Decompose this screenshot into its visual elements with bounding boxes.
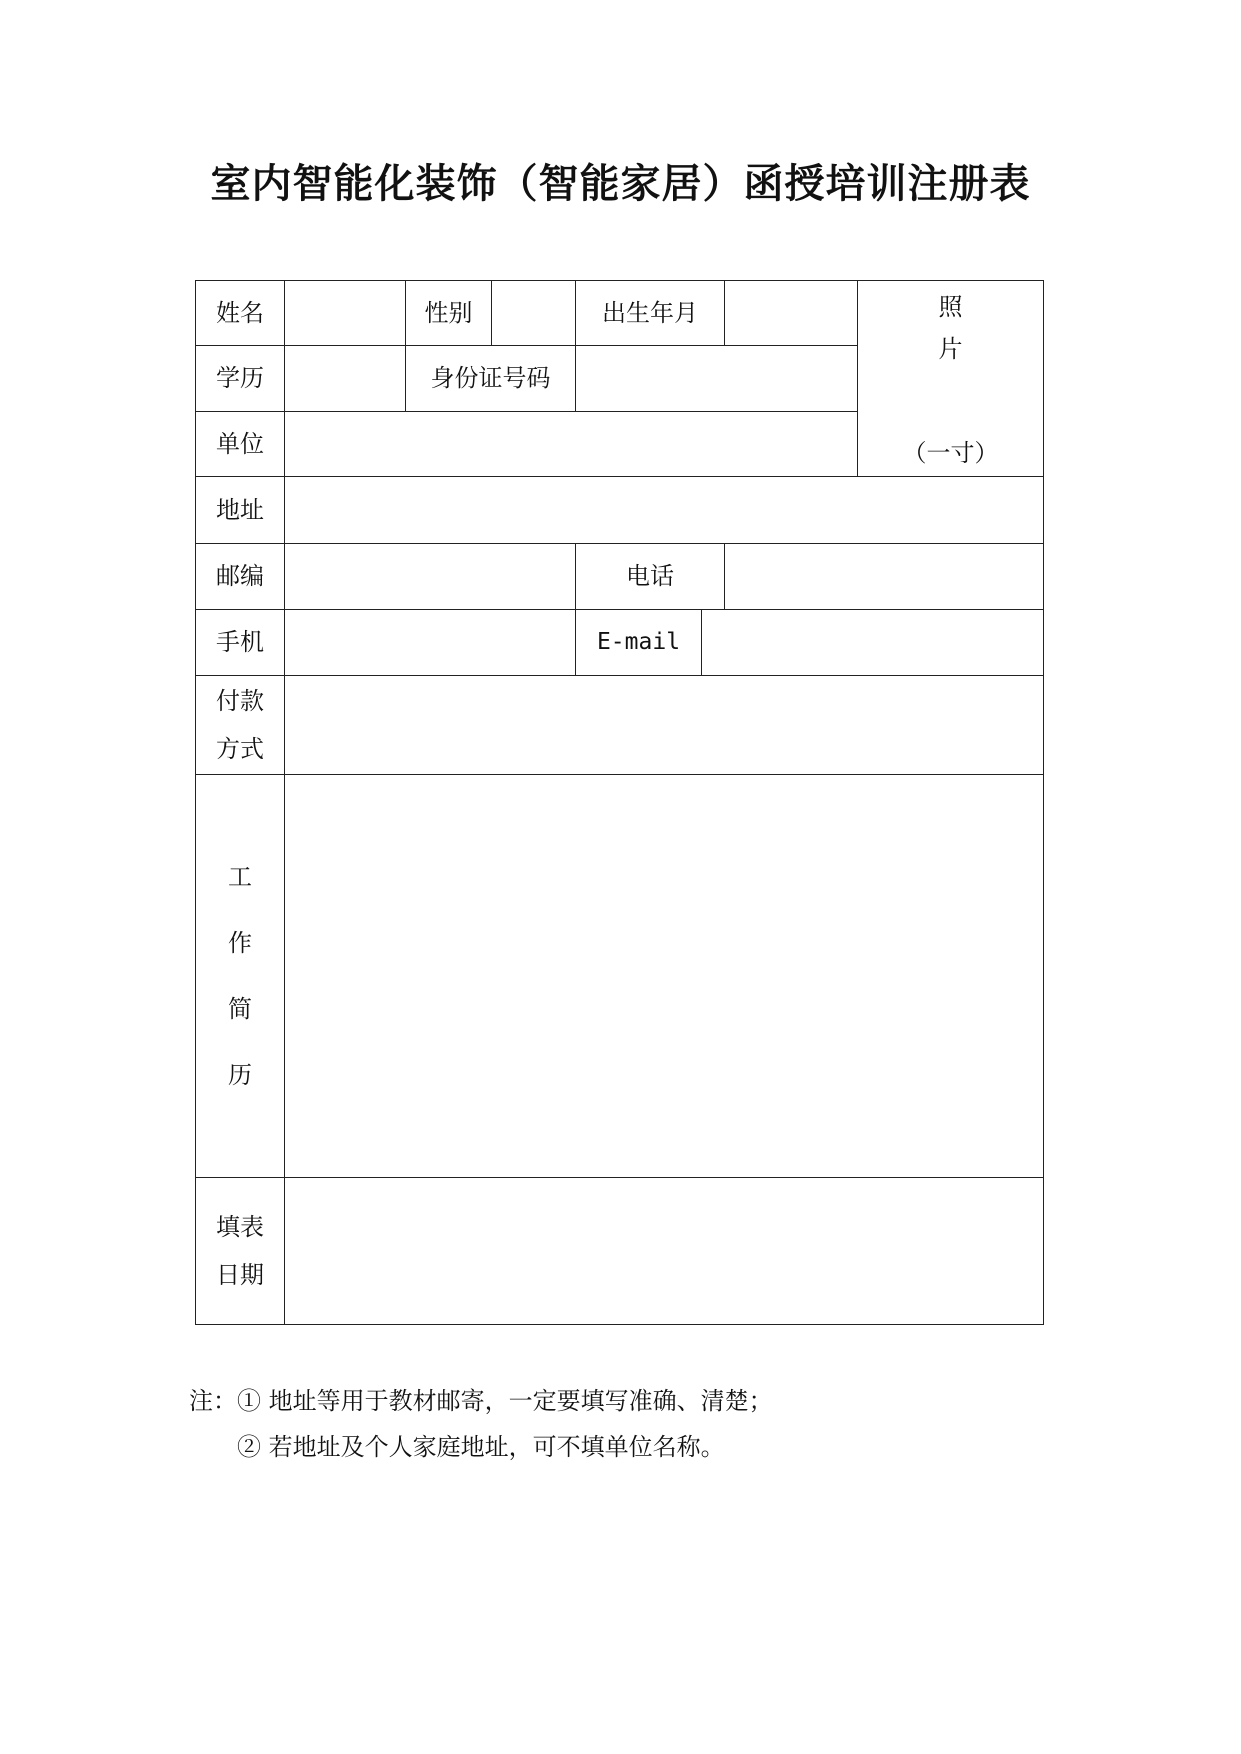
date-field[interactable] — [284, 1177, 1044, 1325]
employer-field[interactable] — [284, 411, 858, 477]
education-field[interactable] — [284, 345, 406, 412]
payment-label-1: 付款 — [216, 687, 264, 715]
name-field[interactable] — [284, 280, 406, 346]
note-1: 注：① 地址等用于教材邮寄，一定要填写准确、清楚； — [189, 1387, 773, 1415]
mobile-label: 手机 — [195, 609, 285, 676]
id-number-label: 身份证号码 — [405, 345, 576, 412]
employer-label: 单位 — [195, 411, 285, 477]
payment-field[interactable] — [284, 675, 1044, 775]
birth-field[interactable] — [724, 280, 858, 346]
email-field[interactable] — [701, 609, 1044, 676]
gender-label: 性别 — [405, 280, 492, 346]
postcode-field[interactable] — [284, 543, 576, 610]
notes — [189, 1378, 773, 1470]
phone-label: 电话 — [575, 543, 725, 610]
mobile-field[interactable] — [284, 609, 576, 676]
photo-box[interactable] — [857, 280, 1044, 477]
photo-size-label: （一寸） — [902, 439, 999, 468]
resume-label — [195, 774, 285, 1178]
form-title: 室内智能化装饰（智能家居）函授培训注册表 — [210, 161, 1031, 207]
resume-label-1: 工 — [228, 863, 252, 891]
resume-field[interactable] — [284, 774, 1044, 1178]
date-label-2: 日期 — [216, 1261, 264, 1289]
date-label — [195, 1177, 285, 1325]
resume-label-4: 历 — [228, 1061, 252, 1089]
photo-label-2: 片 — [938, 335, 963, 364]
phone-field[interactable] — [724, 543, 1044, 610]
birth-label: 出生年月 — [575, 280, 725, 346]
postcode-label: 邮编 — [195, 543, 285, 610]
education-label: 学历 — [195, 345, 285, 412]
photo-label-1: 照 — [938, 293, 963, 321]
resume-label-3: 简 — [228, 995, 252, 1023]
resume-label-2: 作 — [228, 929, 252, 957]
payment-label-2: 方式 — [216, 735, 264, 763]
gender-field[interactable] — [491, 280, 576, 346]
email-label: E-mail — [575, 609, 702, 676]
address-label: 地址 — [195, 476, 285, 544]
note-2: ② 若地址及个人家庭地址，可不填单位名称。 — [237, 1433, 725, 1461]
address-field[interactable] — [284, 476, 1044, 544]
id-number-field[interactable] — [575, 345, 858, 412]
date-label-1: 填表 — [216, 1213, 264, 1241]
name-label: 姓名 — [195, 280, 285, 346]
payment-label — [195, 675, 285, 775]
